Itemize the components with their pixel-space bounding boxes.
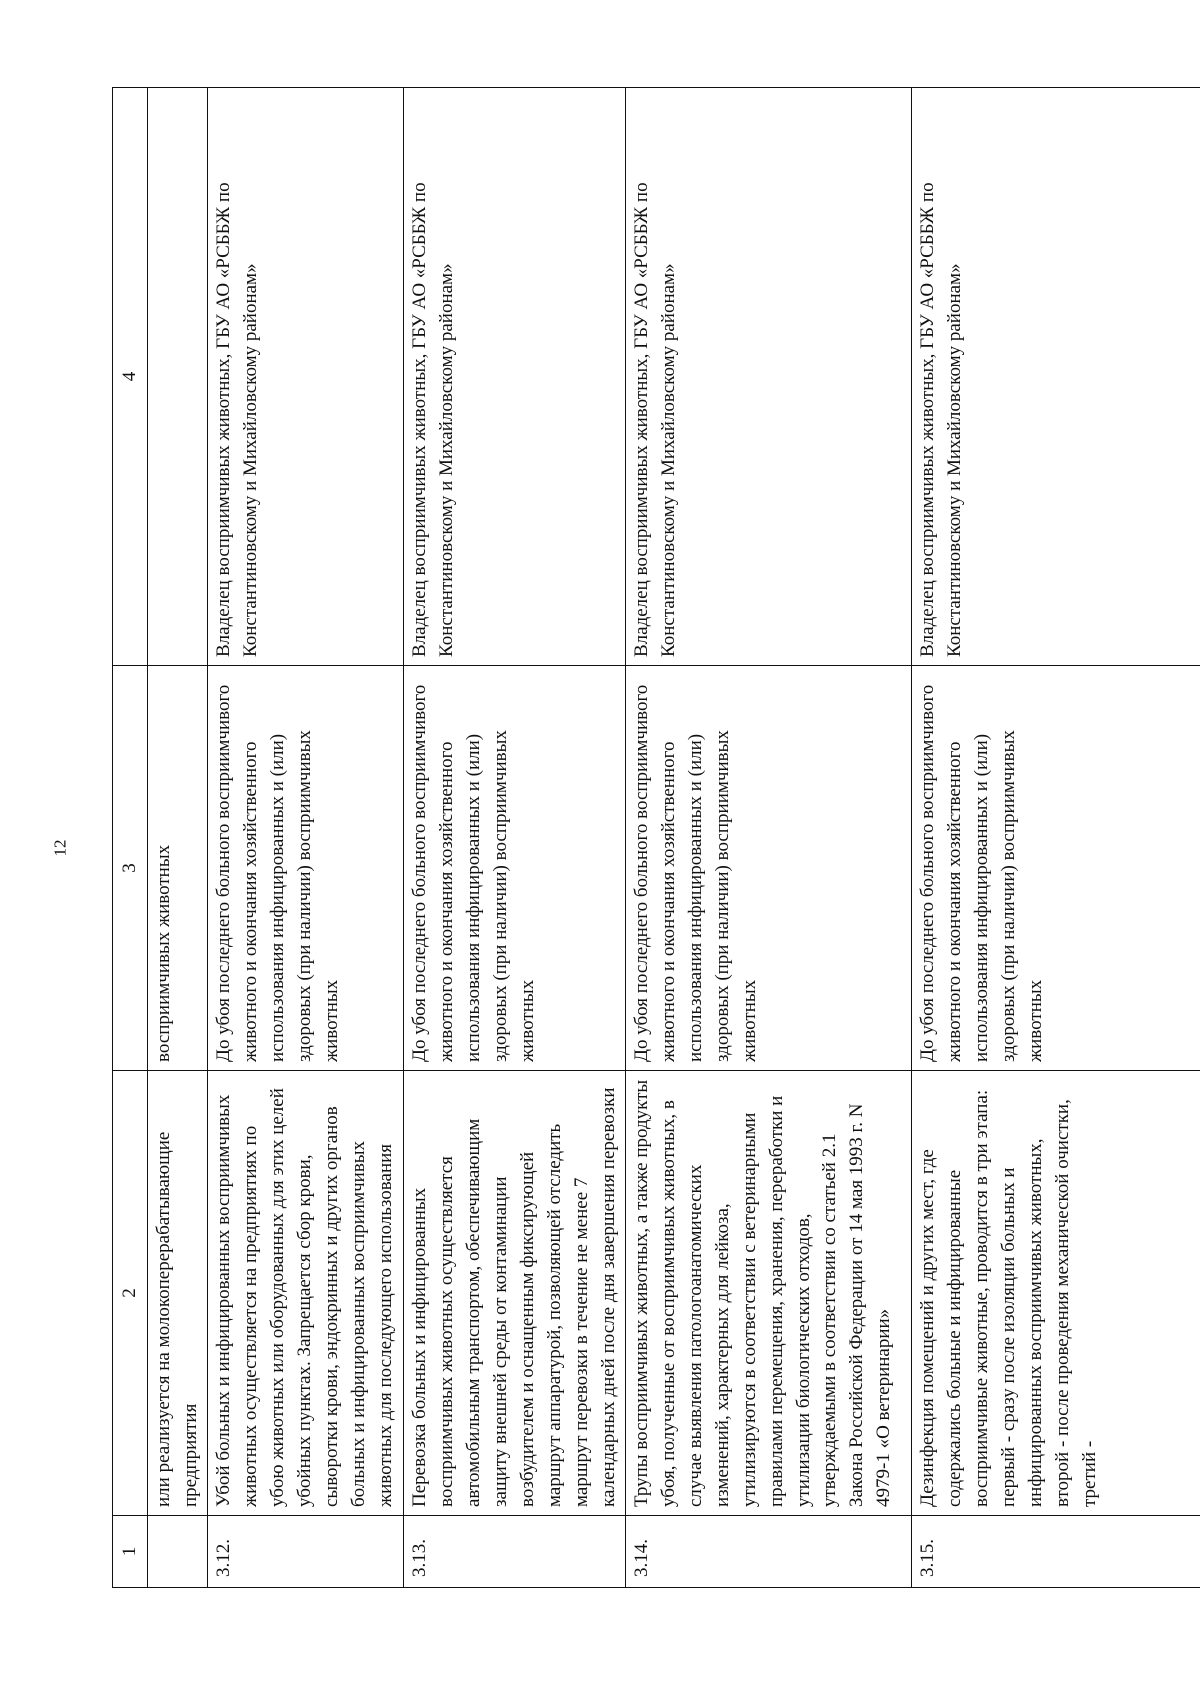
header-col-4: 4 bbox=[113, 88, 148, 666]
table-row bbox=[148, 88, 208, 1588]
header-col-1: 1 bbox=[113, 1516, 148, 1588]
measure-cell: или реализуется на молокоперерабатывающие предприятия bbox=[148, 1071, 208, 1516]
table-header-row bbox=[113, 88, 148, 1588]
table-row bbox=[625, 88, 911, 1588]
row-number: 3.14. bbox=[625, 1516, 911, 1588]
term-cell: До убоя последнего больного восприимчивого животного и окончания хозяйственного использования инфицированных и (или) здоровых (при наличии) восприимчивых животных bbox=[625, 666, 911, 1071]
row-number: 3.13. bbox=[403, 1516, 625, 1588]
row-number bbox=[148, 1516, 208, 1588]
measure-cell: Перевозка больных и инфицированных восприимчивых животных осуществляется автомобильным транспортом, обеспечивающим защиту внешней среды от контаминации возбудителем и оснащенным фиксирующей маршрут аппаратурой, позволяющей отследить маршрут перевозки в течение не менее 7 календарных дней после дня завершения перевозки bbox=[403, 1071, 625, 1516]
term-cell: До убоя последнего больного восприимчивого животного и окончания хозяйственного использования инфицированных и (или) здоровых (при наличии) восприимчивых животных bbox=[403, 666, 625, 1071]
table-row bbox=[911, 88, 1200, 1588]
table-row bbox=[207, 88, 403, 1588]
row-number: 3.15. bbox=[911, 1516, 1200, 1588]
rotated-table-wrapper bbox=[112, 88, 1182, 1588]
measure-cell: Дезинфекция помещений и других мест, где содержались больные и инфицированные восприимчивые животные, проводится в три этапа: первый - сразу после изоляции больных и инфицированных восприимчивых животных, второй - после проведения механической очистки, третий - bbox=[911, 1071, 1200, 1516]
page-number: 12 bbox=[50, 839, 70, 857]
header-col-3: 3 bbox=[113, 666, 148, 1071]
term-cell: До убоя последнего больного восприимчивого животного и окончания хозяйственного использования инфицированных и (или) здоровых (при наличии) восприимчивых животных bbox=[911, 666, 1200, 1071]
table-row bbox=[403, 88, 625, 1588]
term-cell: До убоя последнего больного восприимчивого животного и окончания хозяйственного использования инфицированных и (или) здоровых (при наличии) восприимчивых животных bbox=[207, 666, 403, 1071]
measures-table bbox=[112, 87, 1200, 1588]
measure-cell: Трупы восприимчивых животных, а также продукты убоя, полученные от восприимчивых животных, в случае выявления патологоанатомических изменений, характерных для лейкоза, утилизируются в соответствии с ветеринарными правилами перемещения, хранения, переработки и утилизации биологических отходов, утверждаемыми в соответствии со статьей 2.1 Закона Российской Федерации от 14 мая 1993 г. N 4979-1 «О ветеринарии» bbox=[625, 1071, 911, 1516]
responsible-cell: Владелец восприимчивых животных, ГБУ АО «РСББЖ по Константиновскому и Михайловскому районам» bbox=[403, 88, 625, 666]
term-cell: восприимчивых животных bbox=[148, 666, 208, 1071]
responsible-cell: Владелец восприимчивых животных, ГБУ АО «РСББЖ по Константиновскому и Михайловскому районам» bbox=[911, 88, 1200, 666]
responsible-cell: Владелец восприимчивых животных, ГБУ АО «РСББЖ по Константиновскому и Михайловскому районам» bbox=[625, 88, 911, 666]
measure-cell: Убой больных и инфицированных восприимчивых животных осуществляется на предприятиях по убою животных или оборудованных для этих целей убойных пунктах. Запрещается сбор крови, сыворотки крови, эндокринных и других органов больных и инфицированных восприимчивых животных для последующего использования bbox=[207, 1071, 403, 1516]
responsible-cell: Владелец восприимчивых животных, ГБУ АО «РСББЖ по Константиновскому и Михайловскому районам» bbox=[207, 88, 403, 666]
header-col-2: 2 bbox=[113, 1071, 148, 1516]
row-number: 3.12. bbox=[207, 1516, 403, 1588]
responsible-cell bbox=[148, 88, 208, 666]
